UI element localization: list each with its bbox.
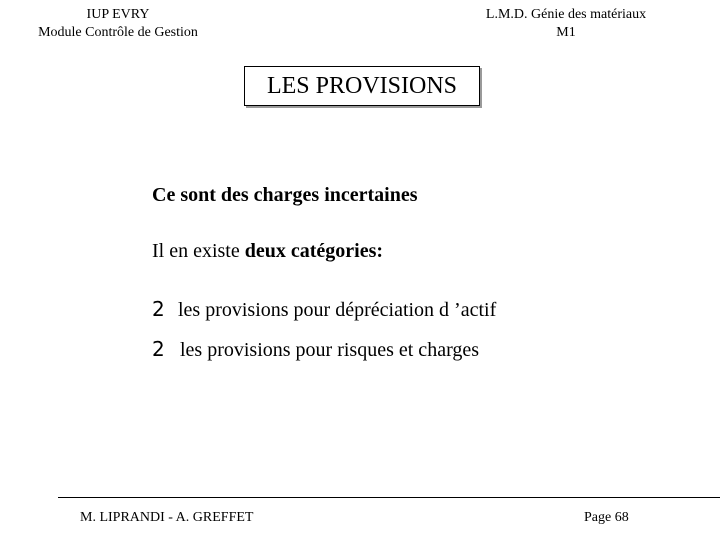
categories-intro-prefix: Il en existe (152, 240, 245, 262)
footer-divider (58, 497, 720, 498)
footer-authors: M. LIPRANDI - A. GREFFET (80, 510, 254, 525)
header-program: L.M.D. Génie des matériaux (485, 7, 647, 22)
bullet-item (152, 336, 479, 363)
definition-text: Ce sont des charges incertaines (152, 184, 418, 206)
page-number: Page 68 (584, 510, 629, 525)
categories-intro-bold: deux catégories: (244, 240, 384, 262)
header-institution: IUP EVRY (86, 7, 150, 22)
header-level: M1 (556, 25, 576, 40)
bullet-text: les provisions pour dépréciation d ’actif (178, 299, 497, 321)
wingding-bullet-icon: 2 (152, 337, 165, 361)
wingding-bullet-icon: 2 (152, 297, 165, 321)
header-left (20, 6, 216, 42)
header-module: Module Contrôle de Gestion (38, 25, 198, 40)
bullet-item (152, 296, 496, 323)
bullet-text: les provisions pour risques et charges (180, 339, 480, 361)
categories-intro (152, 238, 383, 264)
slide-title: LES PROVISIONS (244, 66, 480, 106)
header-right (466, 6, 666, 42)
